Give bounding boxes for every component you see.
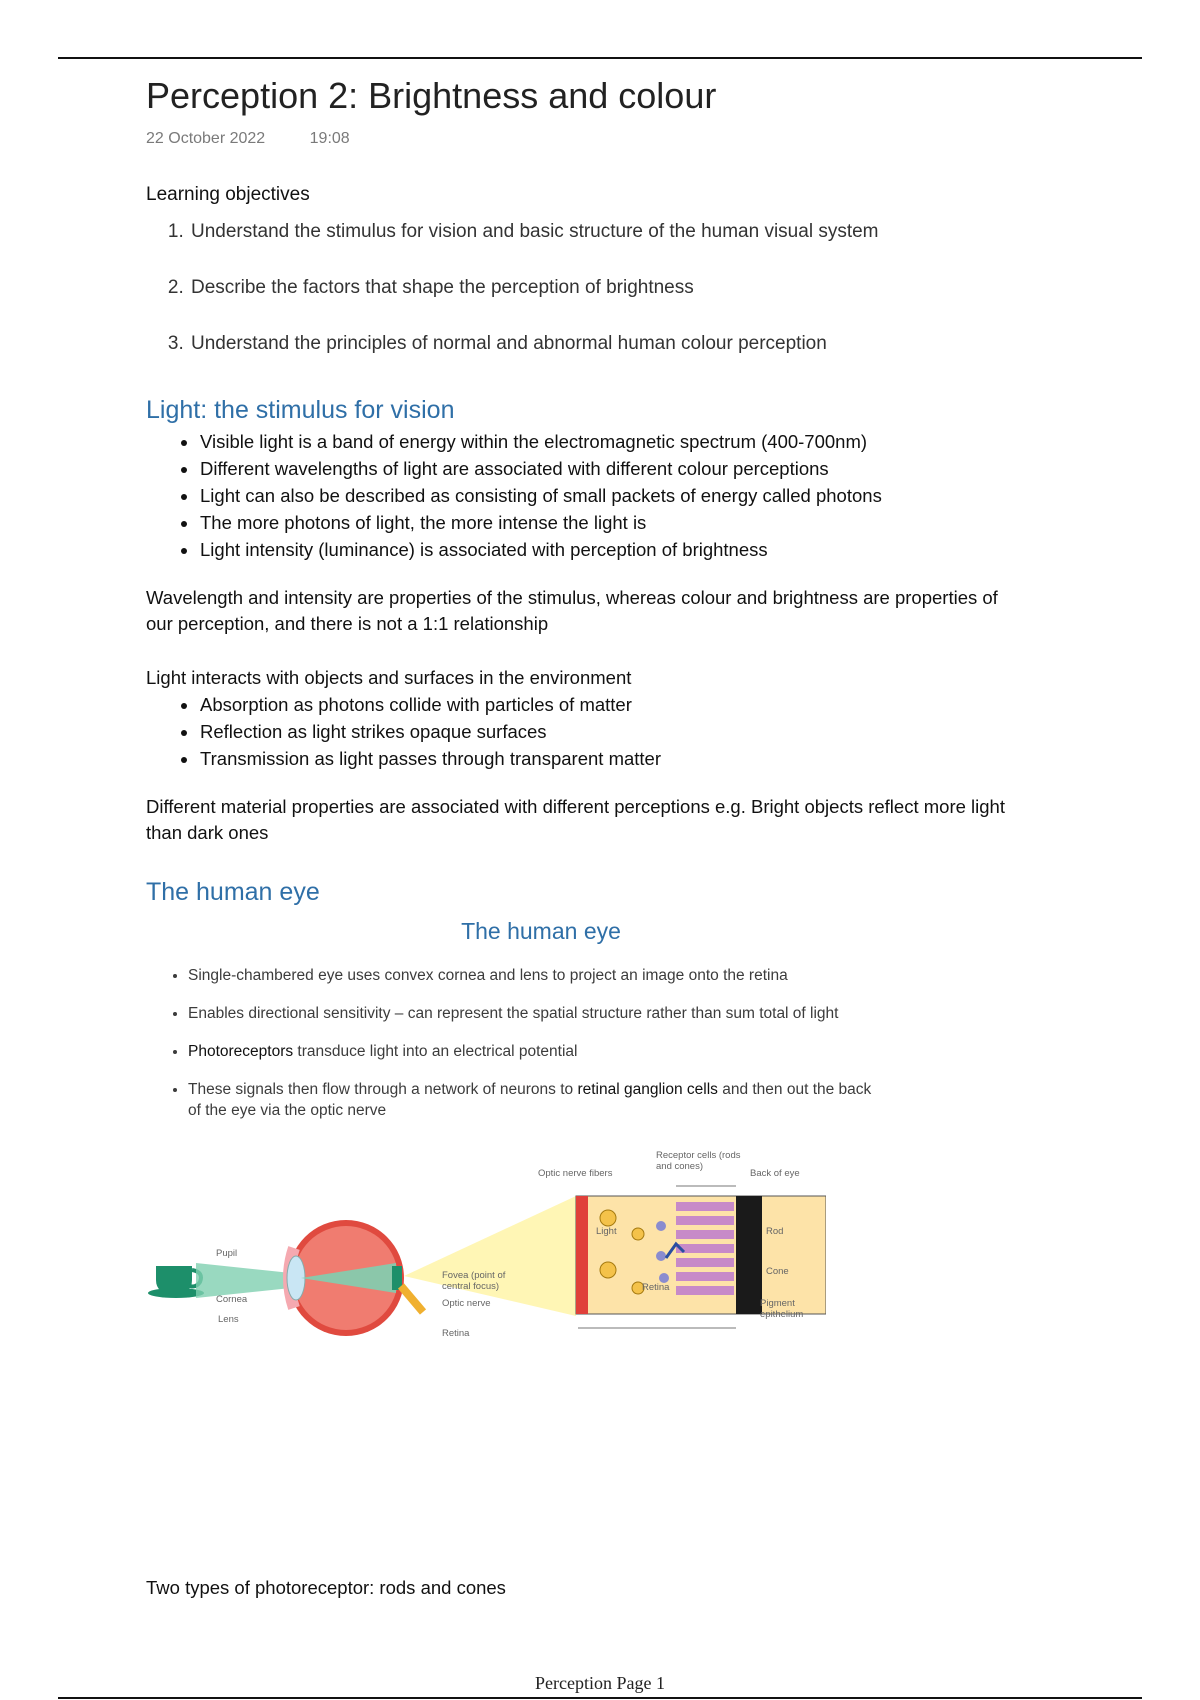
label-retina-magnified: Retina: [642, 1282, 670, 1293]
material-paragraph: Different material properties are associated with different perceptions e.g. Bright objects reflect more light than dark ones: [146, 796, 1005, 843]
light-bullets: [146, 428, 1106, 563]
label-pigment: Pigment epithelium: [760, 1298, 804, 1320]
dateline: [146, 130, 1106, 148]
note-date: 22 October 2022: [146, 130, 266, 147]
label-receptor-cells: Receptor cells (rods and cones): [656, 1150, 741, 1172]
label-optic-fibers: Optic nerve fibers: [538, 1168, 613, 1179]
interaction-bullets: [146, 691, 1106, 772]
list-item: • The more photons of light, the more intense the light is: [199, 509, 1106, 536]
eye-slide: [146, 918, 886, 1368]
stimulus-paragraph: Wavelength and intensity are properties of the stimulus, whereas colour and brightness are properties of our perception, and there is not a 1:1 relationship: [146, 587, 998, 634]
note-time: 19:08: [309, 130, 350, 147]
slide-bullet: • Enables directional sensitivity – can represent the spatial structure rather than sum total of light: [188, 1003, 886, 1024]
light-heading: Light: the stimulus for vision: [146, 396, 455, 424]
list-item: • Reflection as light strikes opaque surfaces: [199, 718, 1106, 745]
list-item: • Visible light is a band of energy within the electromagnetic spectrum (400-700nm): [199, 428, 1106, 455]
objectives-heading: Learning objectives: [146, 184, 310, 205]
list-item: • Different wavelengths of light are associated with different colour perceptions: [199, 455, 1106, 482]
label-light: Light: [596, 1226, 617, 1237]
label-back-of-eye: Back of eye: [750, 1168, 800, 1179]
top-rule: [58, 57, 1142, 59]
eyeball-icon: [287, 1220, 423, 1336]
label-cone: Cone: [766, 1266, 789, 1277]
retina-magnified-icon: [576, 1196, 826, 1314]
label-optic-nerve: Optic nerve: [442, 1298, 491, 1309]
label-cornea: Cornea: [216, 1294, 248, 1305]
label-fovea: Fovea (point of central focus): [442, 1270, 506, 1292]
teacup-icon: [148, 1266, 204, 1298]
list-item: • Absorption as photons collide with particles of matter: [199, 691, 1106, 718]
label-lens: Lens: [218, 1314, 239, 1325]
note-page: [146, 72, 1106, 1598]
objective-item: 3. Understand the principles of normal and abnormal human colour perception: [189, 330, 1106, 358]
interacts-intro: Light interacts with objects and surfaces in the environment: [146, 667, 632, 688]
label-pupil: Pupil: [216, 1248, 238, 1259]
objectives-list: [146, 218, 1106, 358]
eye-heading: The human eye: [146, 878, 320, 906]
page-footer: Perception Page 1: [535, 1673, 665, 1693]
slide-bullet: • Photoreceptors transduce light into an electrical potential: [188, 1041, 886, 1062]
page-title: Perception 2: Brightness and colour: [146, 75, 717, 116]
list-item: • Light can also be described as consisting of small packets of energy called photons: [199, 482, 1106, 509]
eye-illustration: [146, 1138, 826, 1368]
slide-bullets: [146, 965, 886, 1121]
photoreceptor-line: Two types of photoreceptor: rods and cones: [146, 1577, 506, 1598]
slide-title: The human eye: [461, 918, 621, 944]
slide-bullet: • These signals then flow through a network of neurons to retinal ganglion cells and then out the back of the eye via the optic nerve: [188, 1079, 886, 1121]
objective-item: 2. Describe the factors that shape the perception of brightness: [189, 274, 1106, 302]
bottom-rule: [58, 1697, 1142, 1699]
list-item: • Transmission as light passes through transparent matter: [199, 745, 1106, 772]
label-rod: Rod: [766, 1226, 784, 1237]
list-item: • Light intensity (luminance) is associated with perception of brightness: [199, 536, 1106, 563]
label-retina: Retina: [442, 1328, 470, 1339]
eye-diagram: [146, 1138, 826, 1368]
slide-bullet: • Single-chambered eye uses convex cornea and lens to project an image onto the retina: [188, 965, 886, 986]
objective-item: 1. Understand the stimulus for vision and basic structure of the human visual system: [189, 218, 1106, 246]
